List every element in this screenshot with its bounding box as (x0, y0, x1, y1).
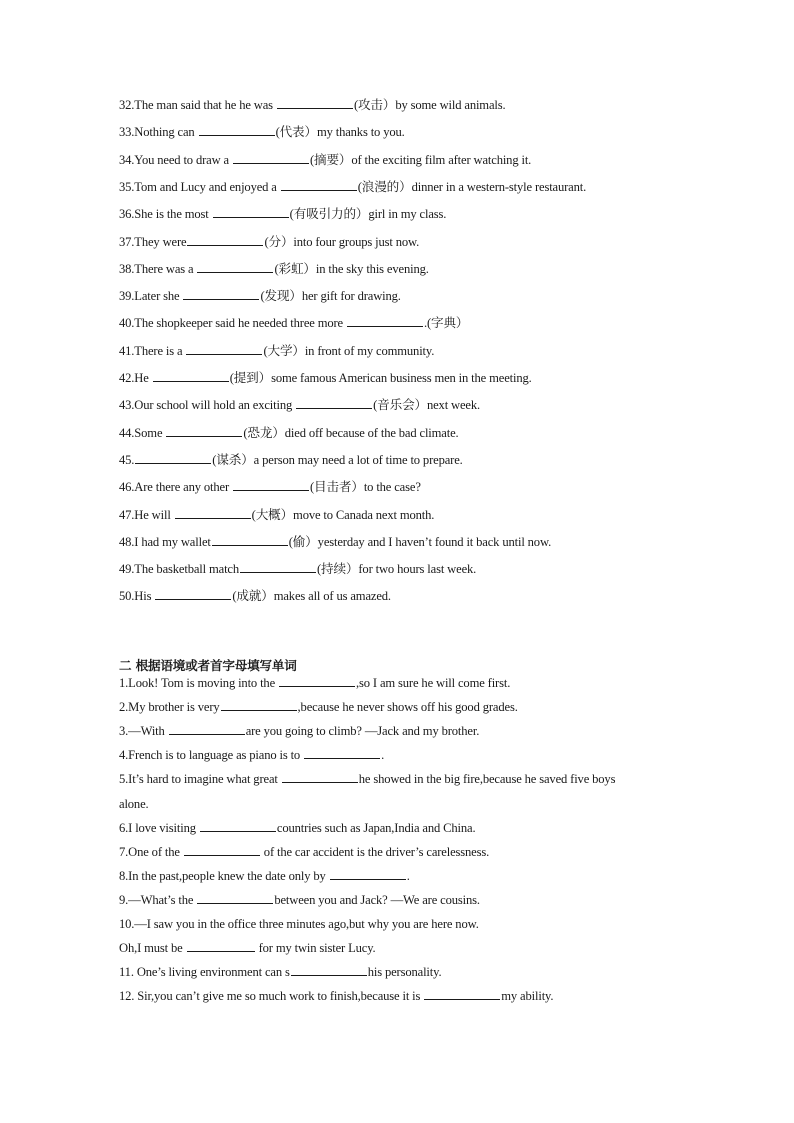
question-number: 38. (119, 261, 135, 276)
question-text-after-blank: for my twin sister Lucy. (255, 941, 376, 956)
question-number: 7. (119, 844, 129, 859)
question-text: I had my wallet (134, 534, 211, 549)
answer-blank[interactable] (221, 699, 297, 711)
question-number: 5. (119, 772, 129, 787)
question-text-after-blank: (摘要）of the exciting film after watching it. (309, 152, 532, 167)
part1-question-46 (119, 479, 421, 495)
part2-question-12 (119, 988, 553, 1004)
question-number: 35. (119, 179, 135, 194)
answer-blank[interactable] (282, 771, 358, 783)
part2-continuation-line (119, 796, 149, 812)
question-text-after-blank: he showed in the big fire,because he saved five boys (358, 772, 616, 787)
question-text: You need to draw a (134, 152, 232, 167)
answer-blank[interactable] (213, 206, 289, 218)
question-number: 46. (119, 480, 135, 495)
answer-blank[interactable] (279, 675, 355, 687)
question-text: —What’s the (128, 892, 197, 907)
part1-question-39 (119, 288, 401, 304)
question-text: French is to language as piano is to (128, 748, 304, 763)
question-text: My brother is very (128, 700, 220, 715)
question-text: There was a (134, 261, 197, 276)
question-text-after-blank: ,so I am sure he will come first. (356, 676, 511, 690)
answer-blank[interactable] (169, 723, 245, 735)
part2-question-1 (119, 675, 510, 691)
question-text: He (134, 371, 152, 385)
question-number: 34. (119, 152, 135, 167)
question-number: 48. (119, 534, 135, 549)
question-number: 32. (119, 98, 135, 112)
part2-question-6 (119, 820, 475, 836)
answer-blank[interactable] (197, 892, 273, 904)
question-text: I love visiting (128, 820, 199, 835)
question-number: 40. (119, 316, 135, 331)
question-text-after-blank: (偷）yesterday and I haven’t found it back until now. (288, 534, 552, 549)
part1-question-44 (119, 425, 459, 441)
part2-question-9 (119, 892, 480, 908)
question-text: One’s living environment can s (133, 965, 290, 980)
question-text: Nothing can (134, 125, 198, 140)
question-text: His (134, 589, 155, 604)
question-number: 50. (119, 589, 135, 604)
answer-blank[interactable] (233, 479, 309, 491)
part1-question-43 (119, 397, 480, 413)
answer-blank[interactable] (233, 152, 309, 164)
part2-question-2 (119, 699, 518, 715)
part1-question-50 (119, 588, 391, 604)
part2-continuation-line (119, 940, 376, 956)
question-text: It’s hard to imagine what great (128, 772, 281, 787)
question-number: 43. (119, 398, 135, 413)
question-number: 33. (119, 125, 135, 140)
question-text: Later she (134, 289, 183, 304)
part1-question-47 (119, 507, 434, 523)
answer-blank[interactable] (296, 397, 372, 409)
part1-question-42 (119, 370, 532, 386)
answer-blank[interactable] (186, 343, 262, 355)
question-text-after-blank: between you and Jack? —We are cousins. (274, 892, 480, 907)
question-text: Look! Tom is moving into the (128, 676, 279, 690)
question-text: —With (128, 724, 168, 739)
answer-blank[interactable] (277, 97, 353, 109)
question-number: 12. (119, 989, 135, 1004)
question-text-after-blank: his personality. (367, 965, 442, 980)
question-number: 3. (119, 724, 129, 739)
question-text: The basketball match (134, 562, 240, 577)
part2-question-10 (119, 916, 479, 932)
question-number: 10. (119, 917, 135, 931)
answer-blank[interactable] (200, 820, 276, 832)
answer-blank[interactable] (155, 588, 231, 600)
question-text: In the past,people knew the date only by (128, 868, 329, 883)
question-number: 42. (119, 371, 135, 385)
part2-question-5 (119, 771, 615, 787)
question-text: The shopkeeper said he needed three more (134, 316, 346, 331)
part2-question-7 (119, 844, 489, 860)
question-number: 11. (119, 965, 134, 980)
answer-blank[interactable] (304, 747, 380, 759)
question-text: Oh,I must be (119, 941, 186, 956)
question-text-after-blank: (持续）for two hours last week. (317, 562, 477, 577)
answer-blank[interactable] (347, 315, 423, 327)
question-number: 8. (119, 868, 129, 883)
answer-blank[interactable] (291, 964, 367, 976)
question-text-after-blank: are you going to climb? —Jack and my brother. (245, 724, 480, 739)
answer-blank[interactable] (424, 988, 500, 1000)
question-text: Our school will hold an exciting (134, 398, 296, 413)
part1-question-34 (119, 152, 531, 168)
part1-question-38 (119, 261, 429, 277)
question-text-after-blank: (音乐会）next week. (373, 398, 481, 413)
question-text: Tom and Lucy and enjoyed a (134, 179, 280, 194)
question-number: 44. (119, 425, 135, 440)
question-number: 6. (119, 820, 129, 835)
part1-question-36 (119, 206, 446, 222)
question-number: 41. (119, 343, 135, 358)
question-text: One of the (128, 844, 183, 859)
part1-question-32 (119, 97, 506, 113)
section-heading: 二 根据语境或者首字母填写单词 (119, 658, 297, 673)
part1-question-49 (119, 561, 476, 577)
question-text: Some (134, 425, 166, 440)
question-text-after-blank: (成就）makes all of us amazed. (232, 589, 391, 604)
part1-question-33 (119, 124, 405, 140)
question-text-after-blank: (分）into four groups just now. (264, 234, 420, 249)
question-text-after-blank: . (381, 748, 385, 763)
question-text: He will (134, 507, 174, 522)
question-text-after-blank: (有吸引力的）girl in my class. (289, 207, 447, 222)
question-text-after-blank: (彩虹）in the sky this evening. (274, 261, 429, 276)
question-text: She is the most (134, 207, 212, 222)
question-text-after-blank: my ability. (501, 989, 554, 1004)
answer-blank[interactable] (187, 940, 255, 952)
part1-question-37 (119, 234, 419, 250)
question-text: Are there any other (134, 480, 232, 495)
question-text-after-blank: (目击者）to the case? (310, 480, 421, 495)
question-text-after-blank: of the car accident is the driver’s carelessness. (260, 844, 490, 859)
part1-question-41 (119, 343, 434, 359)
question-text: They were (134, 234, 187, 249)
question-text: —I saw you in the office three minutes ago,but why you are here now. (134, 917, 479, 931)
question-number: 36. (119, 207, 135, 222)
answer-blank[interactable] (199, 124, 275, 136)
part1-question-45 (119, 452, 463, 468)
answer-blank[interactable] (183, 288, 259, 300)
part2-question-11 (119, 964, 441, 980)
question-number: 45. (119, 452, 135, 467)
part2-question-8 (119, 868, 410, 884)
answer-blank[interactable] (135, 452, 211, 464)
question-text-after-blank: countries such as Japan,India and China. (276, 820, 476, 835)
answer-blank[interactable] (330, 868, 406, 880)
answer-blank[interactable] (153, 370, 229, 382)
answer-blank[interactable] (240, 561, 316, 573)
question-text-after-blank: ,because he never shows off his good grades. (297, 700, 518, 715)
answer-blank[interactable] (166, 425, 242, 437)
answer-blank[interactable] (197, 261, 273, 273)
answer-blank[interactable] (175, 507, 251, 519)
part1-question-35 (119, 179, 586, 195)
question-text: The man said that he he was (134, 98, 276, 112)
question-text-after-blank: (提到）some famous American business men in the meeting. (229, 371, 532, 385)
question-text-after-blank: (大概）move to Canada next month. (251, 507, 435, 522)
answer-blank[interactable] (187, 234, 263, 246)
question-text-after-blank: (谋杀）a person may need a lot of time to prepare. (212, 452, 463, 467)
question-text-after-blank: (恐龙）died off because of the bad climate. (243, 425, 459, 440)
question-text-after-blank: (发现）her gift for drawing. (260, 289, 401, 304)
question-number: 9. (119, 892, 129, 907)
question-text: Sir,you can’t give me so much work to finish,because it is (134, 989, 424, 1004)
part1-question-40 (119, 315, 468, 331)
question-number: 39. (119, 289, 135, 304)
question-number: 37. (119, 234, 135, 249)
question-text: There is a (134, 343, 186, 358)
question-text-after-blank: (大学）in front of my community. (263, 343, 435, 358)
question-text: alone. (119, 796, 149, 811)
question-text-after-blank: (攻击）by some wild animals. (353, 98, 506, 112)
answer-blank[interactable] (212, 534, 288, 546)
question-number: 47. (119, 507, 135, 522)
question-number: 49. (119, 562, 135, 577)
part2-question-4 (119, 747, 384, 763)
part2-question-3 (119, 723, 479, 739)
question-text-after-blank: (浪漫的）dinner in a western-style restaurant. (357, 179, 587, 194)
question-text-after-blank: (代表）my thanks to you. (275, 125, 405, 140)
part1-question-48 (119, 534, 551, 550)
answer-blank[interactable] (281, 179, 357, 191)
question-number: 4. (119, 748, 129, 763)
question-number: 1. (119, 676, 129, 690)
answer-blank[interactable] (184, 844, 260, 856)
question-number: 2. (119, 700, 129, 715)
question-text-after-blank: . (406, 868, 410, 883)
question-text-after-blank: .(字典） (424, 316, 469, 331)
